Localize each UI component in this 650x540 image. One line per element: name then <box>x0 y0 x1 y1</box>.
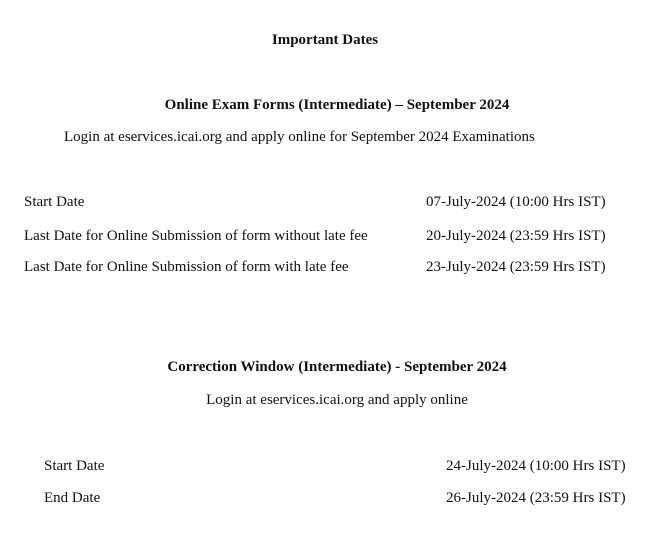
online-forms-title: Online Exam Forms (Intermediate) – September 2024 <box>164 97 510 113</box>
row-label: Start Date <box>44 458 105 474</box>
row-label: Start Date <box>24 194 85 210</box>
row-label: End Date <box>44 490 101 506</box>
row-value: 26-July-2024 (23:59 Hrs IST) <box>446 490 626 506</box>
important-dates-heading: Important Dates <box>271 32 379 48</box>
row-value: 07-July-2024 (10:00 Hrs IST) <box>426 194 606 210</box>
correction-window-subtitle: Login at eservices.icai.org and apply online <box>206 392 468 408</box>
row-value: 20-July-2024 (23:59 Hrs IST) <box>426 228 606 244</box>
row-label: Last Date for Online Submission of form without late fee <box>24 228 368 244</box>
row-value: 24-July-2024 (10:00 Hrs IST) <box>446 458 626 474</box>
row-label: Last Date for Online Submission of form with late fee <box>24 259 349 275</box>
row-value: 23-July-2024 (23:59 Hrs IST) <box>426 259 606 275</box>
correction-window-title: Correction Window (Intermediate) - September 2024 <box>167 359 507 375</box>
online-forms-subtitle: Login at eservices.icai.org and apply online for September 2024 Examinations <box>64 129 535 145</box>
